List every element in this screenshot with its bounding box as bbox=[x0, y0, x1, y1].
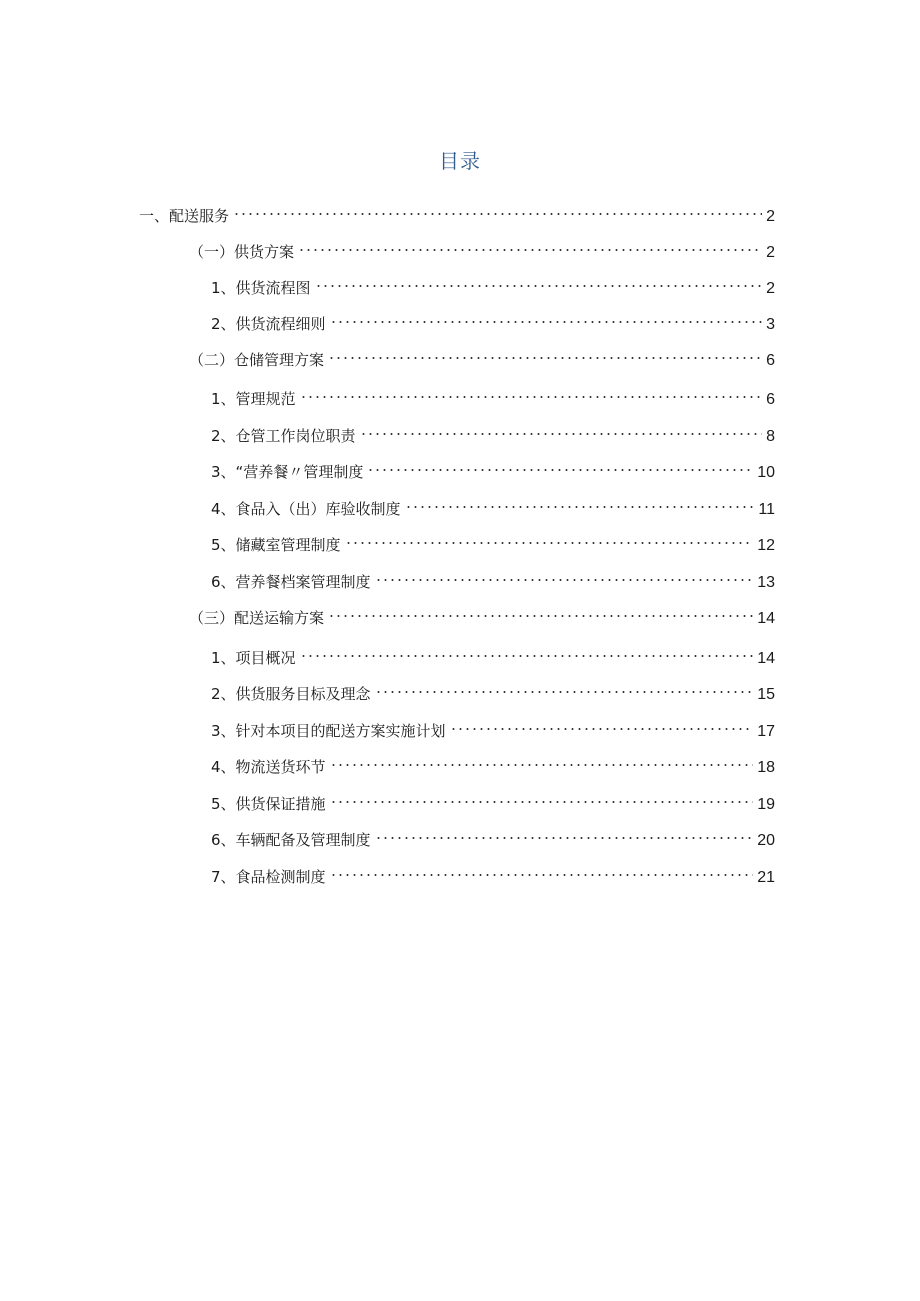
toc-dot-leader bbox=[375, 819, 754, 845]
toc-entry[interactable] bbox=[211, 819, 775, 849]
toc-entry-page: 3 bbox=[766, 316, 775, 333]
toc-entry[interactable] bbox=[211, 783, 775, 813]
toc-entry-page: 14 bbox=[757, 610, 775, 627]
toc-dot-leader bbox=[233, 195, 762, 221]
toc-entry-label: 4、物流送货环节 bbox=[211, 758, 326, 776]
toc-entry-page: 15 bbox=[757, 686, 775, 703]
toc-dot-leader bbox=[330, 856, 754, 882]
toc-entry-label: 1、项目概况 bbox=[211, 649, 296, 667]
toc-dot-leader bbox=[375, 561, 754, 587]
toc-dot-leader bbox=[330, 746, 754, 772]
toc-entry-page: 10 bbox=[757, 464, 775, 481]
toc-dot-leader bbox=[345, 524, 754, 550]
toc-entry[interactable] bbox=[211, 637, 775, 667]
toc-entry-label: （一）供货方案 bbox=[189, 243, 295, 261]
toc-entry-page: 6 bbox=[766, 352, 775, 369]
toc-dot-leader bbox=[330, 783, 754, 809]
toc-dot-leader bbox=[300, 637, 754, 663]
toc-entry[interactable] bbox=[211, 673, 775, 703]
toc-entry-label: 6、营养餐档案管理制度 bbox=[211, 573, 371, 591]
toc-entry-label: 7、食品检测制度 bbox=[211, 868, 326, 886]
toc-entry-label: 5、储藏室管理制度 bbox=[211, 536, 341, 554]
toc-entry-page: 17 bbox=[757, 723, 775, 740]
toc-entry-label: （三）配送运输方案 bbox=[189, 609, 325, 627]
toc-dot-leader bbox=[298, 231, 762, 257]
toc-entry[interactable] bbox=[139, 195, 775, 225]
toc-entry-label: 3、针对本项目的配送方案实施计划 bbox=[211, 722, 446, 740]
toc-title: 目录 bbox=[439, 149, 481, 173]
toc-entry-page: 14 bbox=[757, 650, 775, 667]
toc-entry[interactable] bbox=[211, 267, 775, 297]
toc-entry-page: 20 bbox=[757, 832, 775, 849]
toc-dot-leader bbox=[300, 378, 763, 404]
toc-entry-page: 2 bbox=[766, 208, 775, 225]
toc-entry-label: 4、食品入（出）库验收制度 bbox=[211, 500, 401, 518]
toc-entry-label: 5、供货保证措施 bbox=[211, 795, 326, 813]
toc-entry[interactable] bbox=[211, 378, 775, 408]
toc-entry[interactable] bbox=[211, 524, 775, 554]
toc-dot-leader bbox=[328, 339, 762, 365]
toc-entry-page: 11 bbox=[758, 501, 775, 518]
toc-dot-leader bbox=[367, 451, 753, 477]
toc-entry-label: 1、管理规范 bbox=[211, 390, 296, 408]
toc-entry[interactable] bbox=[211, 710, 775, 740]
toc-dot-leader bbox=[330, 303, 763, 329]
toc-entry[interactable] bbox=[189, 339, 775, 369]
toc-entry[interactable] bbox=[211, 856, 775, 886]
toc-dot-leader bbox=[375, 673, 754, 699]
toc-entry-label: 1、供货流程图 bbox=[211, 279, 311, 297]
toc-entry-label: （二）仓储管理方案 bbox=[189, 351, 325, 369]
toc-entry[interactable] bbox=[189, 231, 775, 261]
toc-dot-leader bbox=[315, 267, 763, 293]
toc-entry[interactable] bbox=[211, 746, 775, 776]
toc-entry-page: 2 bbox=[766, 280, 775, 297]
toc-entry[interactable] bbox=[211, 451, 775, 481]
toc-entry-page: 6 bbox=[766, 391, 775, 408]
toc-entry-label: 3、“营养餐〃管理制度 bbox=[211, 463, 364, 481]
toc-entry-page: 8 bbox=[766, 428, 775, 445]
toc-dot-leader bbox=[360, 415, 763, 441]
toc-entry-page: 13 bbox=[757, 574, 775, 591]
toc-entry[interactable] bbox=[211, 561, 775, 591]
toc-entry-page: 2 bbox=[766, 244, 775, 261]
toc-entry-label: 2、供货服务目标及理念 bbox=[211, 685, 371, 703]
toc-entry-page: 18 bbox=[757, 759, 775, 776]
toc-entry[interactable] bbox=[189, 597, 775, 627]
toc-entry-page: 21 bbox=[757, 869, 775, 886]
toc-entry-label: 一、配送服务 bbox=[139, 207, 230, 225]
toc-entry-page: 12 bbox=[757, 537, 775, 554]
toc-entry-label: 2、仓管工作岗位职责 bbox=[211, 427, 356, 445]
toc-entry-label: 2、供货流程细则 bbox=[211, 315, 326, 333]
toc-entry[interactable] bbox=[211, 488, 775, 518]
toc-dot-leader bbox=[328, 597, 753, 623]
toc-dot-leader bbox=[405, 488, 755, 514]
toc-entry[interactable] bbox=[211, 415, 775, 445]
toc-entry-label: 6、车辆配备及管理制度 bbox=[211, 831, 371, 849]
toc-entry[interactable] bbox=[211, 303, 775, 333]
toc-dot-leader bbox=[450, 710, 754, 736]
toc-entry-page: 19 bbox=[757, 796, 775, 813]
